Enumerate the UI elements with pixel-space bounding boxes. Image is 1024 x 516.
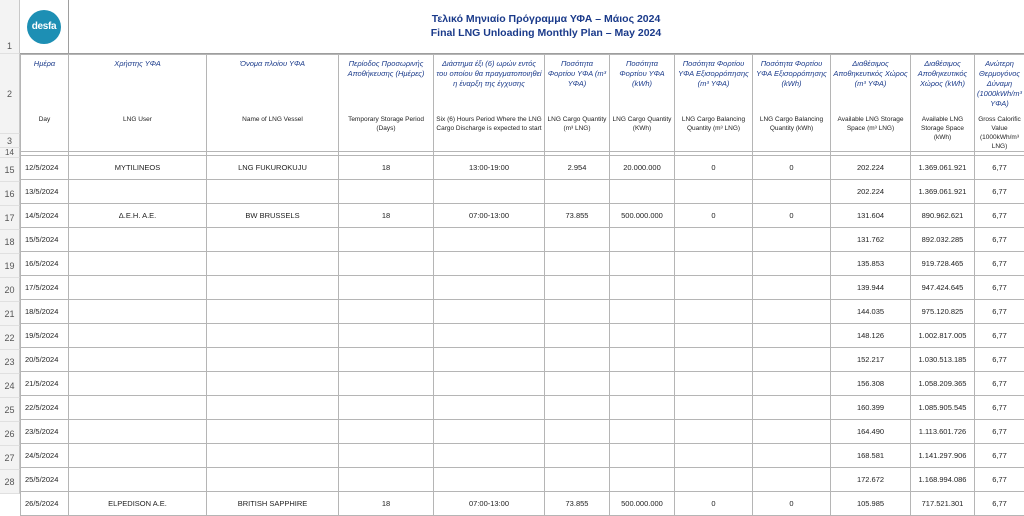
- cell-vessel[interactable]: [207, 180, 339, 204]
- col-header-gcv[interactable]: Ανώτερη Θερμογόνος Δύναμη (1000kWh/m³ ΥΦΑ) Gross Calorific Value (1000kWh/m³ LNG): [975, 55, 1024, 152]
- cell-window[interactable]: 07:00-13:00: [434, 204, 545, 228]
- cell-balancing-kwh[interactable]: 0: [753, 204, 831, 228]
- row-number[interactable]: 3: [0, 134, 20, 148]
- cell-period[interactable]: [339, 180, 434, 204]
- cell-window[interactable]: [434, 468, 545, 492]
- cell-balancing-m3[interactable]: [675, 444, 753, 468]
- cell-gcv[interactable]: 6,77: [975, 444, 1024, 468]
- logo-cell[interactable]: [20, 0, 69, 53]
- cell-space-kwh[interactable]: 975.120.825: [911, 300, 975, 324]
- cell-vessel[interactable]: [207, 444, 339, 468]
- cell-space-kwh[interactable]: 1.369.061.921: [911, 180, 975, 204]
- cell-cargo-kwh[interactable]: [610, 468, 675, 492]
- cell-day[interactable]: 13/5/2024: [21, 180, 69, 204]
- cell-cargo-m3[interactable]: [545, 300, 610, 324]
- cell-user[interactable]: [69, 300, 207, 324]
- row-number[interactable]: 25: [0, 398, 20, 422]
- cell-window[interactable]: [434, 420, 545, 444]
- row-number[interactable]: 16: [0, 182, 20, 206]
- cell-day[interactable]: 12/5/2024: [21, 156, 69, 180]
- cell-balancing-m3[interactable]: [675, 228, 753, 252]
- cell-cargo-kwh[interactable]: 500.000.000: [610, 492, 675, 516]
- cell-cargo-m3[interactable]: [545, 396, 610, 420]
- cell-vessel[interactable]: [207, 348, 339, 372]
- cell-balancing-kwh[interactable]: [753, 420, 831, 444]
- cell-space-kwh[interactable]: 919.728.465: [911, 252, 975, 276]
- row-number[interactable]: 15: [0, 158, 20, 182]
- row-number[interactable]: 26: [0, 422, 20, 446]
- cell-cargo-kwh[interactable]: 20.000.000: [610, 156, 675, 180]
- cell-period[interactable]: [339, 324, 434, 348]
- cell-day[interactable]: 19/5/2024: [21, 324, 69, 348]
- cell-period[interactable]: [339, 276, 434, 300]
- cell-balancing-m3[interactable]: [675, 324, 753, 348]
- col-header-balancing-kwh[interactable]: Ποσότητα Φορτίου ΥΦΑ Εξισορρόπησης (kWh) LNG Cargo Balancing Quantity (kWh): [753, 55, 831, 152]
- col-header-vessel[interactable]: Όνομα πλοίου ΥΦΑ Name of LNG Vessel: [207, 55, 339, 152]
- cell-cargo-m3[interactable]: [545, 372, 610, 396]
- cell-vessel[interactable]: [207, 276, 339, 300]
- cell-vessel[interactable]: [207, 324, 339, 348]
- row-number[interactable]: 19: [0, 254, 20, 278]
- cell-balancing-m3[interactable]: [675, 180, 753, 204]
- row-number[interactable]: 28: [0, 470, 20, 494]
- table-row: [21, 156, 1024, 180]
- spreadsheet: [20, 0, 1024, 474]
- cell-cargo-kwh[interactable]: [610, 444, 675, 468]
- cell-cargo-m3[interactable]: [545, 420, 610, 444]
- cell-gcv[interactable]: 6,77: [975, 372, 1024, 396]
- cell-cargo-kwh[interactable]: [610, 372, 675, 396]
- cell-vessel[interactable]: [207, 396, 339, 420]
- cell-cargo-kwh[interactable]: [610, 348, 675, 372]
- cell-day[interactable]: 24/5/2024: [21, 444, 69, 468]
- table-row: [21, 420, 1024, 444]
- title-english: Final LNG Unloading Monthly Plan – May 2024: [68, 26, 1024, 40]
- cell-balancing-kwh[interactable]: [753, 372, 831, 396]
- row-number[interactable]: 17: [0, 206, 20, 230]
- cell-balancing-kwh[interactable]: [753, 180, 831, 204]
- cell-space-m3[interactable]: 131.604: [831, 204, 911, 228]
- title-greek: Τελικό Μηνιαίο Πρόγραμμα ΥΦΑ – Μάιος 2024: [68, 12, 1024, 26]
- cell-space-kwh[interactable]: 1.369.061.921: [911, 156, 975, 180]
- cell-space-m3[interactable]: 156.308: [831, 372, 911, 396]
- cell-balancing-m3[interactable]: [675, 420, 753, 444]
- table-row: [21, 468, 1024, 492]
- cell-user[interactable]: [69, 396, 207, 420]
- cell-cargo-m3[interactable]: 73.855: [545, 492, 610, 516]
- cell-balancing-kwh[interactable]: [753, 300, 831, 324]
- cell-user[interactable]: [69, 372, 207, 396]
- table-row: [21, 372, 1024, 396]
- cell-cargo-kwh[interactable]: [610, 252, 675, 276]
- cell-cargo-kwh[interactable]: [610, 420, 675, 444]
- cell-space-m3[interactable]: 152.217: [831, 348, 911, 372]
- cell-cargo-m3[interactable]: [545, 228, 610, 252]
- cell-day[interactable]: 22/5/2024: [21, 396, 69, 420]
- cell-period[interactable]: [339, 348, 434, 372]
- cell-balancing-kwh[interactable]: [753, 468, 831, 492]
- cell-day[interactable]: 20/5/2024: [21, 348, 69, 372]
- cell-space-kwh[interactable]: 1.141.297.906: [911, 444, 975, 468]
- cell-balancing-m3[interactable]: [675, 348, 753, 372]
- col-header-user[interactable]: Χρήστης ΥΦΑ LNG User: [69, 55, 207, 152]
- cell-vessel[interactable]: [207, 252, 339, 276]
- cell-space-kwh[interactable]: 947.424.645: [911, 276, 975, 300]
- row-number[interactable]: 18: [0, 230, 20, 254]
- cell-balancing-kwh[interactable]: 0: [753, 156, 831, 180]
- cell-balancing-m3[interactable]: [675, 396, 753, 420]
- cell-user[interactable]: [69, 252, 207, 276]
- cell-gcv[interactable]: 6,77: [975, 396, 1024, 420]
- cell-user[interactable]: [69, 468, 207, 492]
- cell-day[interactable]: 23/5/2024: [21, 420, 69, 444]
- cell-user[interactable]: [69, 348, 207, 372]
- cell-space-m3[interactable]: 131.762: [831, 228, 911, 252]
- cell-balancing-kwh[interactable]: 0: [753, 492, 831, 516]
- cell-space-m3[interactable]: 202.224: [831, 180, 911, 204]
- cell-space-kwh[interactable]: 1.168.994.086: [911, 468, 975, 492]
- cell-balancing-m3[interactable]: [675, 276, 753, 300]
- cell-window[interactable]: 13:00-19:00: [434, 156, 545, 180]
- cell-space-m3[interactable]: 202.224: [831, 156, 911, 180]
- cell-balancing-kwh[interactable]: [753, 396, 831, 420]
- cell-balancing-m3[interactable]: [675, 372, 753, 396]
- row-number[interactable]: 22: [0, 326, 20, 350]
- cell-vessel[interactable]: BRITISH SAPPHIRE: [207, 492, 339, 516]
- table-row: [21, 492, 1024, 516]
- row-number[interactable]: 27: [0, 446, 20, 470]
- cell-user[interactable]: [69, 444, 207, 468]
- cell-user[interactable]: [69, 180, 207, 204]
- cell-space-kwh[interactable]: 892.032.285: [911, 228, 975, 252]
- cell-gcv[interactable]: 6,77: [975, 204, 1024, 228]
- table-row: [21, 324, 1024, 348]
- col-header-cargo-kwh[interactable]: Ποσότητα Φορτίου ΥΦΑ (kWh) LNG Cargo Quantity (KWh): [610, 55, 675, 152]
- cell-space-m3[interactable]: 144.035: [831, 300, 911, 324]
- cell-vessel[interactable]: BW BRUSSELS: [207, 204, 339, 228]
- cell-gcv[interactable]: 6,77: [975, 252, 1024, 276]
- cell-day[interactable]: 16/5/2024: [21, 252, 69, 276]
- cell-period[interactable]: [339, 396, 434, 420]
- cell-period[interactable]: 18: [339, 156, 434, 180]
- row-number[interactable]: 14: [0, 148, 20, 158]
- cell-window[interactable]: [434, 444, 545, 468]
- table-row: [21, 276, 1024, 300]
- cell-cargo-kwh[interactable]: 500.000.000: [610, 204, 675, 228]
- cell-cargo-m3[interactable]: 2.954: [545, 156, 610, 180]
- col-header-discharge-window[interactable]: Διάστημα έξι (6) ωρών εντός του οποίου θα πραγματοποιηθεί η έναρξη της έγχυσης Six (6) Hours Period Where the LNG Cargo Discharge is expected to start: [434, 55, 545, 152]
- cell-user[interactable]: [69, 324, 207, 348]
- row-number[interactable]: 24: [0, 374, 20, 398]
- cell-day[interactable]: 18/5/2024: [21, 300, 69, 324]
- cell-cargo-m3[interactable]: [545, 276, 610, 300]
- cell-space-m3[interactable]: 148.126: [831, 324, 911, 348]
- cell-balancing-m3[interactable]: 0: [675, 156, 753, 180]
- cell-vessel[interactable]: [207, 420, 339, 444]
- cell-window[interactable]: [434, 252, 545, 276]
- cell-space-m3[interactable]: 105.985: [831, 492, 911, 516]
- cell-period[interactable]: 18: [339, 492, 434, 516]
- table-row: [21, 444, 1024, 468]
- cell-period[interactable]: [339, 372, 434, 396]
- cell-window[interactable]: 07:00-13:00: [434, 492, 545, 516]
- cell-gcv[interactable]: 6,77: [975, 228, 1024, 252]
- cell-balancing-m3[interactable]: [675, 300, 753, 324]
- col-header-space-kwh[interactable]: Διαθέσιμος Αποθηκευτικός Χώρος (kWh) Available LNG Storage Space (kWh): [911, 55, 975, 152]
- cell-space-kwh[interactable]: 1.085.905.545: [911, 396, 975, 420]
- cell-gcv[interactable]: 6,77: [975, 468, 1024, 492]
- cell-space-kwh[interactable]: 717.521.301: [911, 492, 975, 516]
- cell-cargo-kwh[interactable]: [610, 180, 675, 204]
- cell-balancing-m3[interactable]: 0: [675, 204, 753, 228]
- cell-window[interactable]: [434, 180, 545, 204]
- cell-gcv[interactable]: 6,77: [975, 180, 1024, 204]
- cell-gcv[interactable]: 6,77: [975, 420, 1024, 444]
- cell-vessel[interactable]: [207, 372, 339, 396]
- cell-balancing-kwh[interactable]: [753, 276, 831, 300]
- cell-window[interactable]: [434, 228, 545, 252]
- cell-balancing-kwh[interactable]: [753, 348, 831, 372]
- cell-day[interactable]: 26/5/2024: [21, 492, 69, 516]
- cell-balancing-m3[interactable]: 0: [675, 492, 753, 516]
- cell-period[interactable]: [339, 252, 434, 276]
- col-header-cargo-m3[interactable]: Ποσότητα Φορτίου ΥΦΑ (m³ ΥΦΑ) LNG Cargo Quantity (m³ LNG): [545, 55, 610, 152]
- cell-cargo-m3[interactable]: [545, 180, 610, 204]
- cell-gcv[interactable]: 6,77: [975, 300, 1024, 324]
- cell-day[interactable]: 15/5/2024: [21, 228, 69, 252]
- table-row: [21, 348, 1024, 372]
- cell-balancing-kwh[interactable]: [753, 444, 831, 468]
- cell-window[interactable]: [434, 300, 545, 324]
- cell-day[interactable]: 14/5/2024: [21, 204, 69, 228]
- cell-space-m3[interactable]: 139.944: [831, 276, 911, 300]
- cell-vessel[interactable]: [207, 228, 339, 252]
- cell-period[interactable]: [339, 468, 434, 492]
- cell-space-m3[interactable]: 172.672: [831, 468, 911, 492]
- row-number[interactable]: 23: [0, 350, 20, 374]
- table-row: [21, 204, 1024, 228]
- cell-balancing-kwh[interactable]: [753, 324, 831, 348]
- cell-day[interactable]: 25/5/2024: [21, 468, 69, 492]
- table-row: [21, 252, 1024, 276]
- row-number[interactable]: 20: [0, 278, 20, 302]
- table-body: [21, 156, 1024, 516]
- col-header-day[interactable]: Ημέρα Day: [21, 55, 69, 152]
- cell-balancing-m3[interactable]: [675, 252, 753, 276]
- title-block: [20, 0, 1024, 54]
- cell-gcv[interactable]: 6,77: [975, 156, 1024, 180]
- row-number[interactable]: 2: [0, 54, 20, 134]
- cell-cargo-kwh[interactable]: [610, 396, 675, 420]
- cell-user[interactable]: [69, 276, 207, 300]
- cell-vessel[interactable]: [207, 300, 339, 324]
- cell-cargo-m3[interactable]: [545, 468, 610, 492]
- cell-cargo-kwh[interactable]: [610, 276, 675, 300]
- cell-window[interactable]: [434, 348, 545, 372]
- cell-cargo-kwh[interactable]: [610, 324, 675, 348]
- cell-space-kwh[interactable]: 1.030.513.185: [911, 348, 975, 372]
- cell-user[interactable]: Δ.Ε.Η. Α.Ε.: [69, 204, 207, 228]
- cell-cargo-m3[interactable]: [545, 252, 610, 276]
- cell-user[interactable]: ELPEDISON A.E.: [69, 492, 207, 516]
- cell-period[interactable]: 18: [339, 204, 434, 228]
- desfa-logo: desfa: [27, 10, 61, 44]
- cell-balancing-kwh[interactable]: [753, 228, 831, 252]
- row-number[interactable]: 1: [0, 0, 20, 54]
- cell-vessel[interactable]: [207, 468, 339, 492]
- cell-period[interactable]: [339, 228, 434, 252]
- table-row: [21, 396, 1024, 420]
- cell-vessel[interactable]: LNG FUKUROKUJU: [207, 156, 339, 180]
- table-row: [21, 180, 1024, 204]
- cell-user[interactable]: MYTILINEOS: [69, 156, 207, 180]
- cell-space-kwh[interactable]: 1.113.601.726: [911, 420, 975, 444]
- cell-space-m3[interactable]: 168.581: [831, 444, 911, 468]
- cell-window[interactable]: [434, 324, 545, 348]
- cell-user[interactable]: [69, 420, 207, 444]
- lng-plan-table: [20, 54, 1024, 516]
- table-row: [21, 228, 1024, 252]
- cell-gcv[interactable]: 6,77: [975, 492, 1024, 516]
- cell-space-kwh[interactable]: 1.002.817.005: [911, 324, 975, 348]
- cell-space-m3[interactable]: 164.490: [831, 420, 911, 444]
- cell-space-kwh[interactable]: 1.058.209.365: [911, 372, 975, 396]
- cell-cargo-m3[interactable]: 73.855: [545, 204, 610, 228]
- cell-balancing-m3[interactable]: [675, 468, 753, 492]
- cell-day[interactable]: 21/5/2024: [21, 372, 69, 396]
- cell-window[interactable]: [434, 372, 545, 396]
- cell-gcv[interactable]: 6,77: [975, 348, 1024, 372]
- table-row: [21, 300, 1024, 324]
- cell-cargo-m3[interactable]: [545, 348, 610, 372]
- col-header-space-m3[interactable]: Διαθέσιμος Αποθηκευτικός Χώρος (m³ ΥΦΑ) Available LNG Storage Space (m³ LNG): [831, 55, 911, 152]
- cell-gcv[interactable]: 6,77: [975, 276, 1024, 300]
- cell-window[interactable]: [434, 396, 545, 420]
- cell-space-m3[interactable]: 135.853: [831, 252, 911, 276]
- cell-user[interactable]: [69, 228, 207, 252]
- cell-cargo-kwh[interactable]: [610, 300, 675, 324]
- cell-cargo-kwh[interactable]: [610, 228, 675, 252]
- cell-cargo-m3[interactable]: [545, 324, 610, 348]
- header-row: [21, 55, 1024, 152]
- cell-window[interactable]: [434, 276, 545, 300]
- cell-space-m3[interactable]: 160.399: [831, 396, 911, 420]
- cell-period[interactable]: [339, 420, 434, 444]
- cell-gcv[interactable]: 6,77: [975, 324, 1024, 348]
- row-number[interactable]: 21: [0, 302, 20, 326]
- col-header-balancing-m3[interactable]: Ποσότητα Φορτίου ΥΦΑ Εξισορρόπησης (m³ ΥΦΑ) LNG Cargo Balancing Quantity (m³ LNG): [675, 55, 753, 152]
- cell-period[interactable]: [339, 300, 434, 324]
- cell-space-kwh[interactable]: 890.962.621: [911, 204, 975, 228]
- col-header-storage-period[interactable]: Περίοδος Προσωρινής Αποθήκευσης (Ημέρες) Temporary Storage Period (Days): [339, 55, 434, 152]
- cell-balancing-kwh[interactable]: [753, 252, 831, 276]
- cell-period[interactable]: [339, 444, 434, 468]
- cell-cargo-m3[interactable]: [545, 444, 610, 468]
- page-title[interactable]: [68, 12, 1024, 40]
- cell-day[interactable]: 17/5/2024: [21, 276, 69, 300]
